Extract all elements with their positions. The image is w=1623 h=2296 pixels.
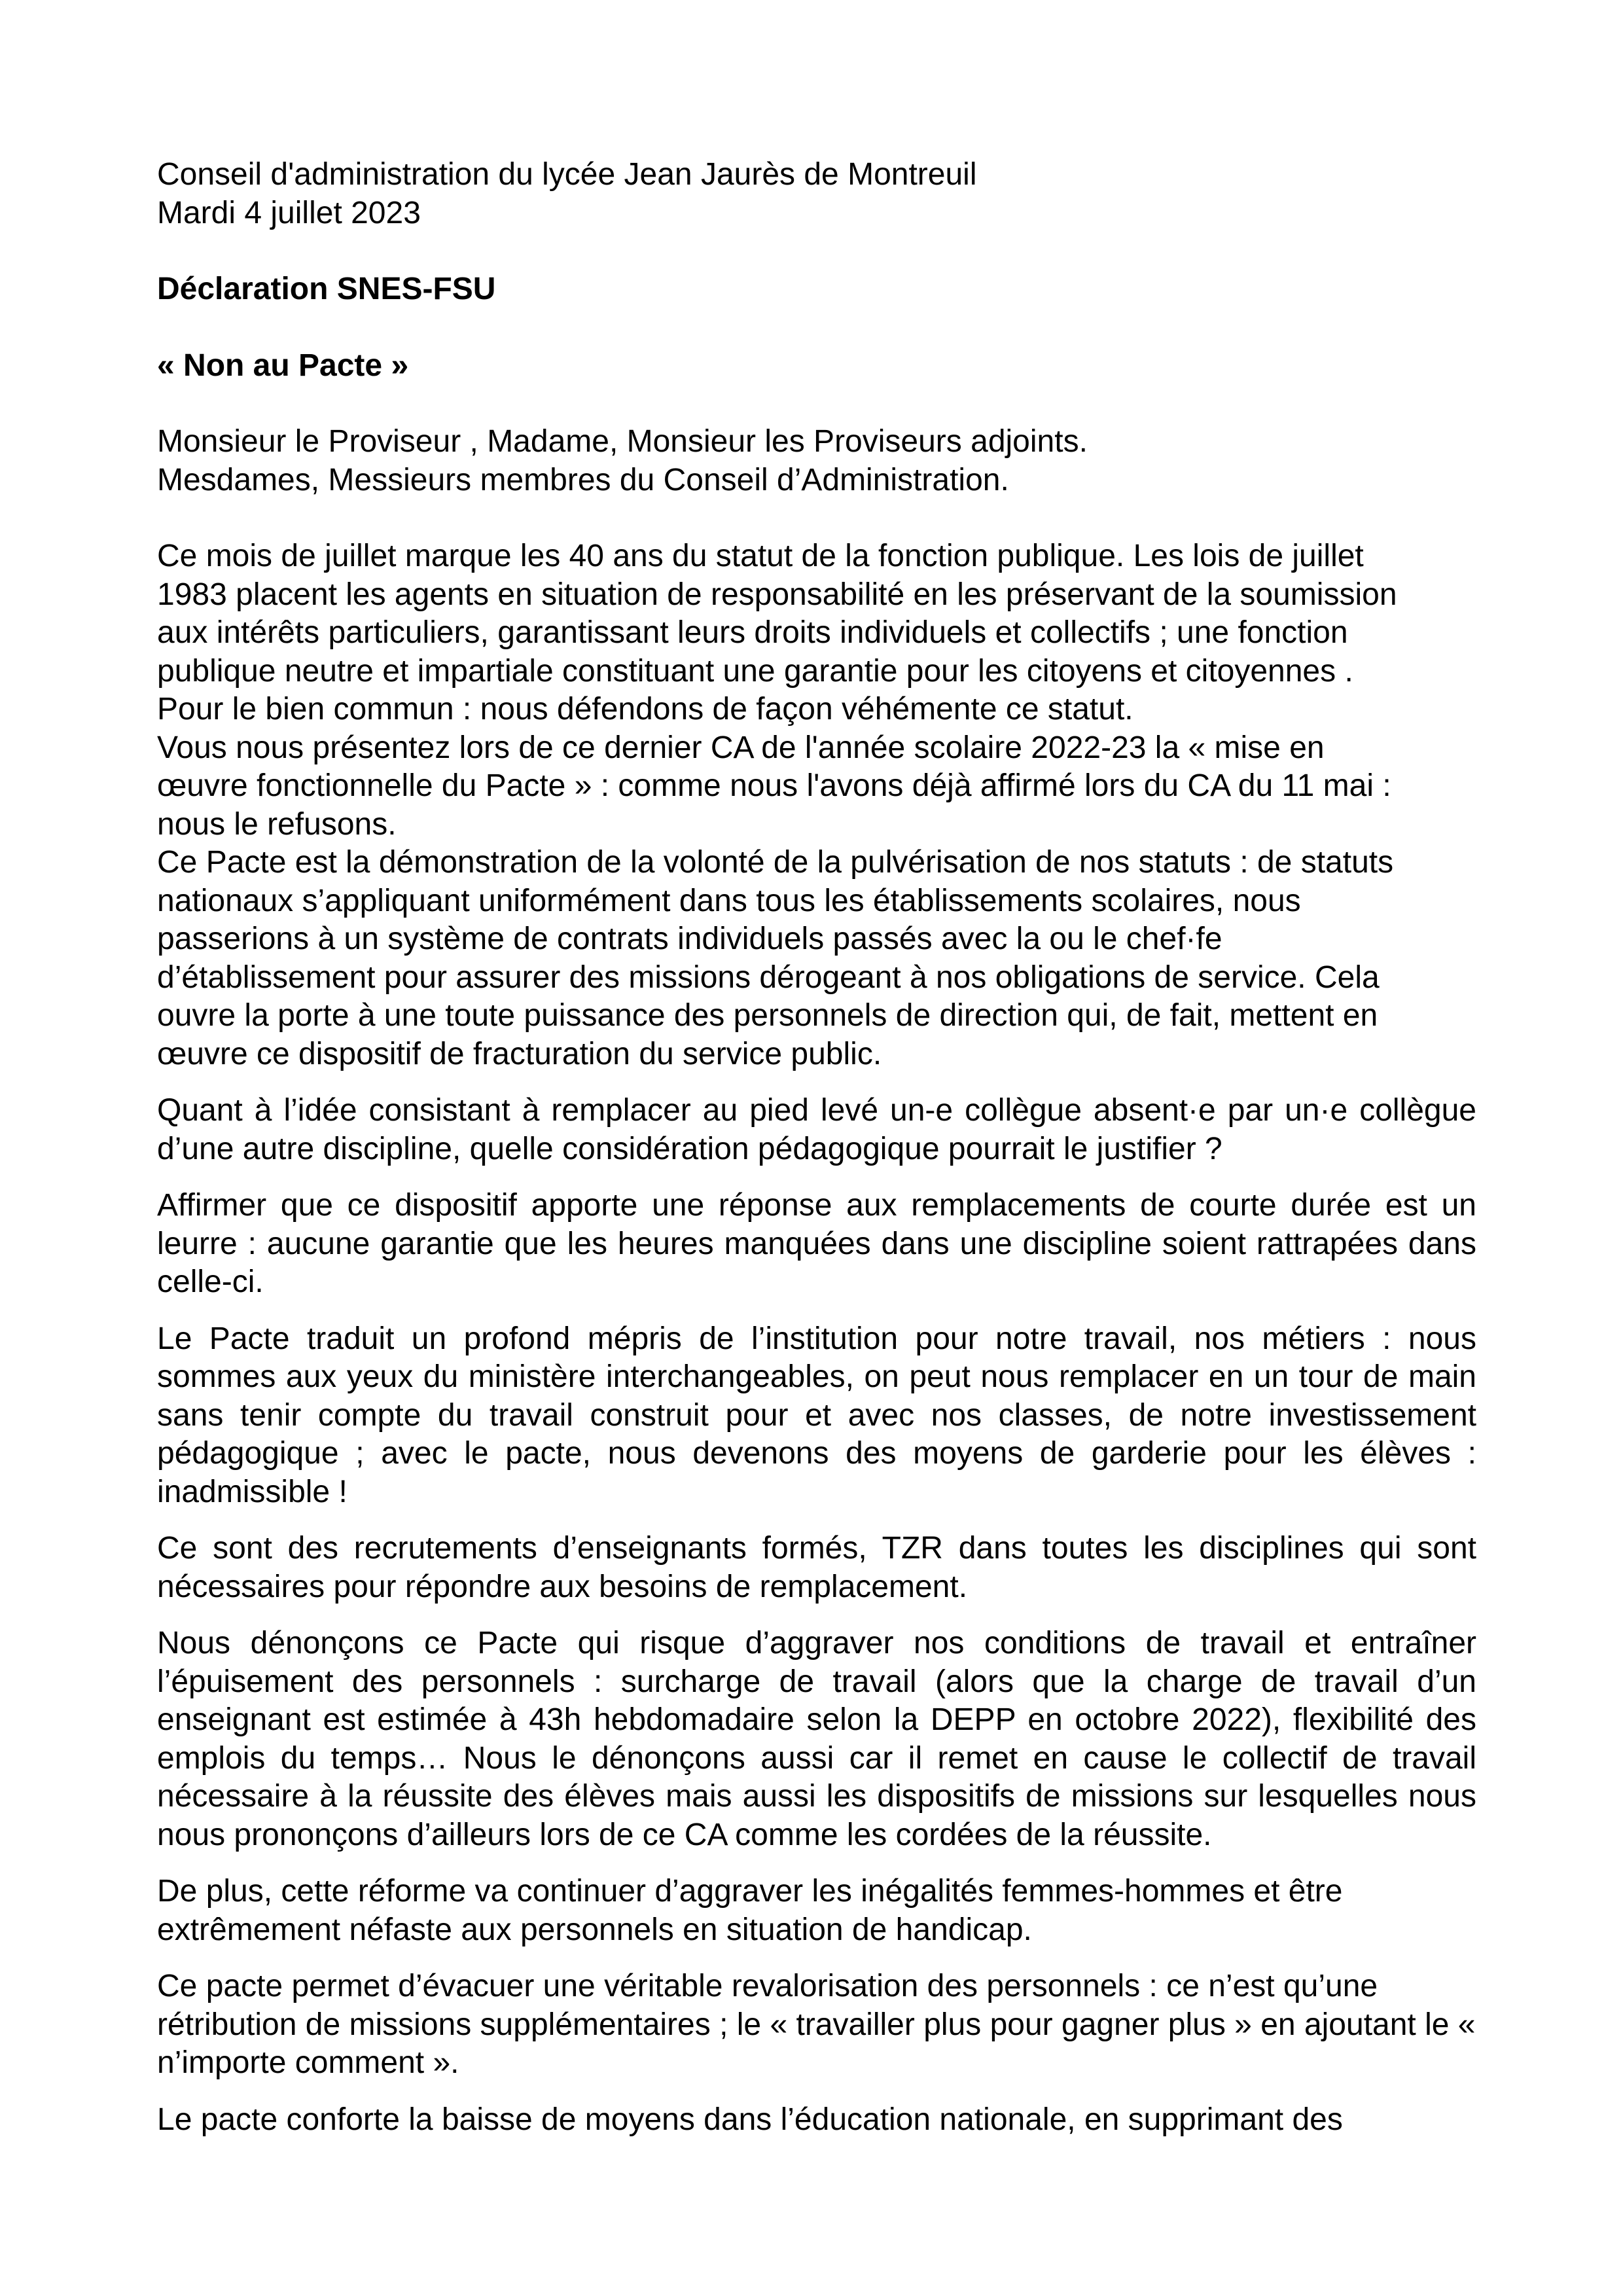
intro-line: Vous nous présentez lors de ce dernier CA de l'année scolaire 2022-23 la « mise en [157, 730, 1325, 765]
intro-line: Ce mois de juillet marque les 40 ans du statut de la fonction publique. Les lois de juillet [157, 539, 1364, 573]
intro-line: Ce Pacte est la démonstration de la volonté de la pulvérisation de nos statuts : de statuts [157, 845, 1394, 880]
paragraph-inegalites: De plus, cette réforme va continuer d’aggraver les inégalités femmes-hommes et être extrêmement néfaste aux personnels en situation de handicap. [157, 1874, 1343, 1947]
document-subtitle: « Non au Pacte » [157, 348, 409, 383]
intro-line: 1983 placent les agents en situation de responsabilité en les préservant de la soumission [157, 577, 1397, 612]
paragraph-leurre: Affirmer que ce dispositif apporte une réponse aux remplacements de courte durée est un leurre : aucune garantie que les heures manquées dans une discipline soient rattrapées dans celle-ci. [157, 1188, 1476, 1299]
intro-line: ouvre la porte à une toute puissance des personnels de direction qui, de fait, mettent en [157, 998, 1378, 1033]
intro-block [157, 537, 1476, 1073]
header-line-1: Conseil d'administration du lycée Jean Jaurès de Montreuil [157, 157, 977, 192]
intro-line: Pour le bien commun : nous défendons de façon véhémente ce statut. [157, 692, 1133, 726]
intro-line: nous le refusons. [157, 806, 397, 842]
intro-line: passerions à un système de contrats individuels passés avec la ou le chef·fe [157, 922, 1222, 956]
salutation-line-2: Mesdames, Messieurs membres du Conseil d’Administration. [157, 462, 1009, 497]
intro-line: aux intérêts particuliers, garantissant leurs droits individuels et collectifs ; une fonction [157, 615, 1348, 650]
paragraph-remplacement: Quant à l’idée consistant à remplacer au pied levé un-e collègue absent·e par un·e collègue d’une autre discipline, quelle considération pédagogique pourrait le justifier ? [157, 1093, 1476, 1166]
header-date: Mardi 4 juillet 2023 [157, 195, 421, 230]
intro-line: publique neutre et impartiale constituant une garantie pour les citoyens et citoyennes . [157, 653, 1353, 689]
salutation-line-1: Monsieur le Proviseur , Madame, Monsieur les Proviseurs adjoints. [157, 424, 1088, 459]
intro-line: œuvre fonctionnelle du Pacte » : comme nous l'avons déjà affirmé lors du CA du 11 mai : [157, 768, 1391, 803]
paragraph-moyens: Le pacte conforte la baisse de moyens dans l’éducation nationale, en supprimant des [157, 2102, 1343, 2137]
paragraph-revalorisation: Ce pacte permet d’évacuer une véritable revalorisation des personnels : ce n’est qu’une rétribution de missions supplémentaires ; le « travailler plus pour gagner plus » en ajoutant le « n’importe comment ». [157, 1969, 1476, 2080]
document-page [157, 156, 1476, 2139]
paragraph-mepris: Le Pacte traduit un profond mépris de l’institution pour notre travail, nos métiers : nous sommes aux yeux du ministère interchangeables, on peut nous remplacer en un tour de main sans tenir compte du travail construit pour et avec nos classes, de notre investissement pédagogique ; avec le pacte, nous devenons des moyens de garderie pour les élèves : inadmissible ! [157, 1321, 1476, 1509]
intro-line: d’établissement pour assurer des missions dérogeant à nos obligations de service. Cela [157, 960, 1380, 995]
paragraph-denonciation: Nous dénonçons ce Pacte qui risque d’aggraver nos conditions de travail et entraîner l’épuisement des personnels : surcharge de travail (alors que la charge de travail d’un enseignant est estimée à 43h hebdomadaire selon la DEPP en octobre 2022), flexibilité des emplois du temps… Nous le dénonçons aussi car il remet en cause le collectif de travail nécessaire à la réussite des élèves mais aussi les dispositifs de missions sur lesquelles nous nous prononçons d’ailleurs lors de ce CA comme les cordées de la réussite. [157, 1626, 1476, 1852]
document-title: Déclaration SNES-FSU [157, 272, 496, 306]
intro-line: œuvre ce dispositif de fracturation du service public. [157, 1036, 882, 1071]
intro-line: nationaux s’appliquant uniformément dans tous les établissements scolaires, nous [157, 883, 1301, 918]
paragraph-recrutements: Ce sont des recrutements d’enseignants formés, TZR dans toutes les disciplines qui sont nécessaires pour répondre aux besoins de remplacement. [157, 1531, 1476, 1604]
